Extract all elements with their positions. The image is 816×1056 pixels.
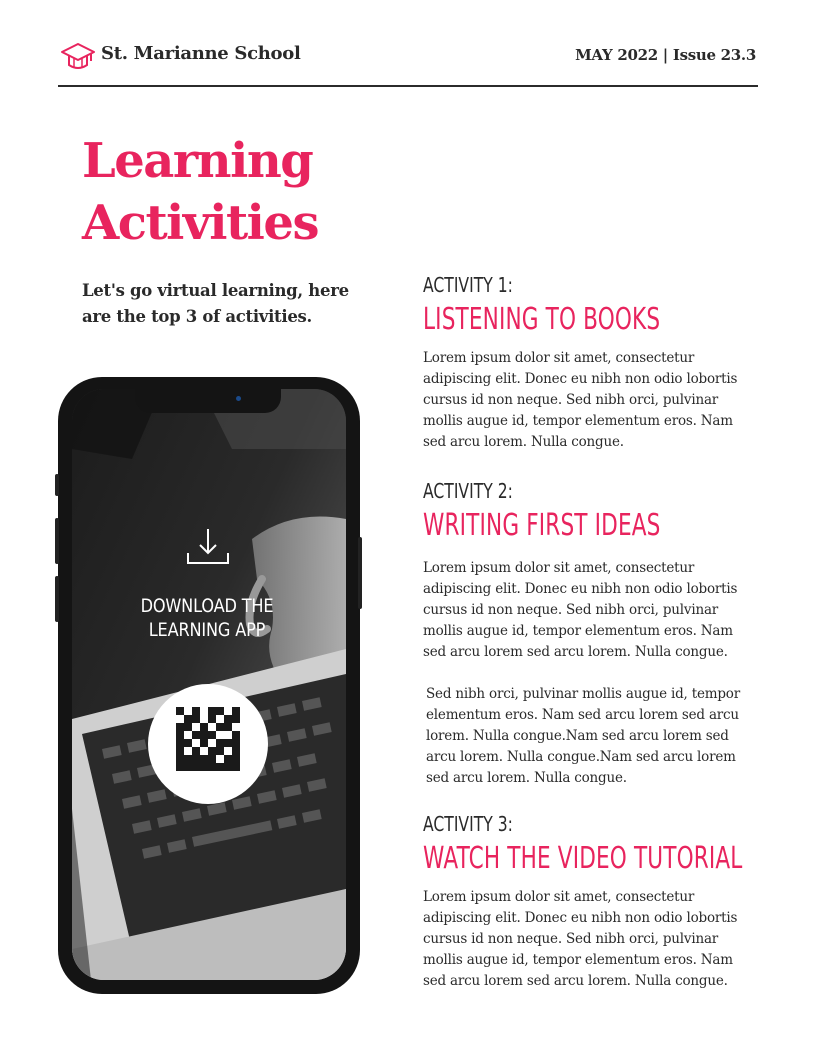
page-title-line-2: Activities [82, 195, 318, 251]
activity-title: WRITING FIRST IDEAS [423, 508, 661, 543]
activity-description: Sed nibh orci, pulvinar mollis augue id, tempor elementum eros. Nam sed arcu lorem sed arcu lorem. Nulla congue.Nam sed arcu lorem sed arcu lorem. Nulla congue.Nam sed arcu lorem sed arcu lorem. Nulla congue. [426, 686, 740, 786]
activity-1 [423, 272, 753, 453]
issue-date: MAY 2022 | Issue 23.3 [575, 46, 756, 64]
school-name: St. Marianne School [101, 43, 301, 64]
page-title [82, 130, 412, 254]
intro-text: Let's go virtual learning, here are the top 3 of activities. [82, 281, 349, 326]
page-title-line-1: Learning [82, 133, 313, 189]
download-icon[interactable] [184, 525, 232, 569]
qr-code-icon[interactable] [176, 707, 240, 771]
phone-side-button [55, 518, 59, 564]
activity-2 [423, 478, 753, 789]
activity-description: Lorem ipsum dolor sit amet, consectetur adipiscing elit. Donec eu nibh non odio lobortis cursus id non neque. Sed nibh orci, pulvinar mollis augue id, tempor elementum eros. Nam sed arcu lorem sed arcu lorem. Nulla congue. [423, 560, 738, 660]
activity-label: ACTIVITY 2: [423, 479, 513, 503]
activity-label: ACTIVITY 1: [423, 273, 513, 297]
activity-description: Lorem ipsum dolor sit amet, consectetur adipiscing elit. Donec eu nibh non odio lobortis cursus id non neque. Sed nibh orci, pulvinar mollis augue id, tempor elementum eros. Nam sed arcu lorem sed arcu lorem. Nulla congue. [423, 889, 738, 989]
download-line-2: LEARNING APP [148, 619, 266, 641]
activity-title: WATCH THE VIDEO TUTORIAL [423, 841, 743, 876]
activity-description: Lorem ipsum dolor sit amet, consectetur adipiscing elit. Donec eu nibh non odio lobortis cursus id non neque. Sed nibh orci, pulvinar mollis augue id, tempor elementum eros. Nam sed arcu lorem. Nulla congue. [423, 350, 738, 450]
activity-3 [423, 811, 753, 992]
header [58, 40, 758, 72]
download-app-cta[interactable] [119, 594, 294, 642]
phone-notch [135, 389, 281, 413]
download-line-1: DOWNLOAD THE [140, 595, 274, 617]
phone-side-button [358, 537, 362, 609]
phone-side-button [55, 474, 59, 496]
activity-label: ACTIVITY 3: [423, 812, 513, 836]
graduation-cap-icon [60, 41, 96, 73]
phone-side-button [55, 576, 59, 622]
phone-camera [236, 396, 241, 401]
activity-title: LISTENING TO BOOKS [423, 302, 661, 337]
header-divider [58, 85, 758, 87]
